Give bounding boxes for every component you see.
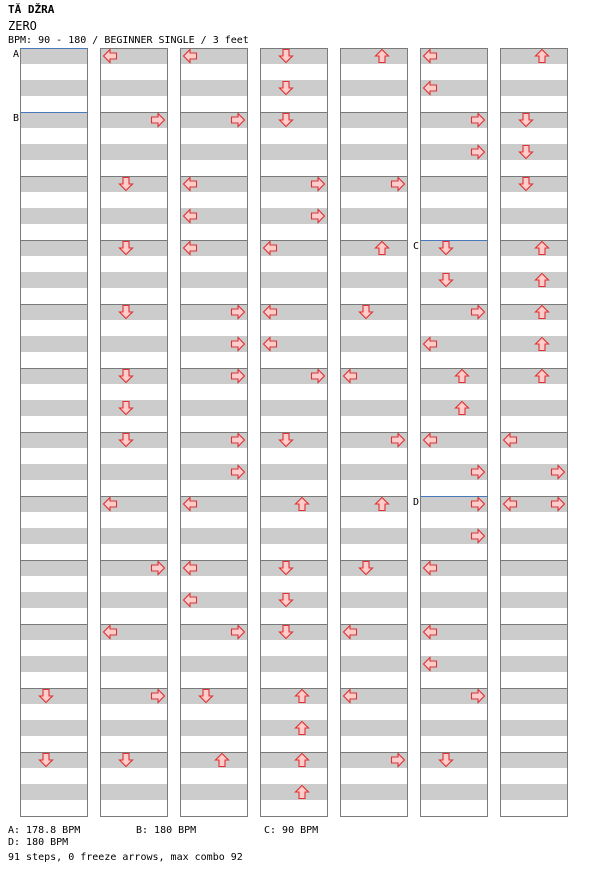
beat-stripe — [180, 80, 248, 96]
beat-stripe — [500, 336, 568, 352]
beat-stripe — [340, 592, 408, 608]
beat-stripe — [260, 624, 328, 640]
beat-stripe — [340, 656, 408, 672]
beat-stripe — [20, 432, 88, 448]
beat-stripe — [180, 720, 248, 736]
beat-stripe — [20, 368, 88, 384]
beat-stripe — [340, 144, 408, 160]
beat-stripe — [20, 176, 88, 192]
bpm-marker-label: A — [12, 49, 19, 60]
beat-stripe — [340, 464, 408, 480]
song-title: TĂ DŽRA — [8, 3, 55, 16]
beat-stripe — [420, 368, 488, 384]
beat-stripe — [340, 496, 408, 512]
beat-stripe — [260, 464, 328, 480]
bpm-marker-label: C — [412, 241, 419, 252]
beat-stripe — [20, 272, 88, 288]
beat-stripe — [500, 784, 568, 800]
beat-stripe — [20, 784, 88, 800]
beat-stripe — [260, 720, 328, 736]
beat-stripe — [500, 304, 568, 320]
beat-stripe — [340, 784, 408, 800]
beat-stripe — [100, 80, 168, 96]
beat-stripe — [100, 784, 168, 800]
beat-stripe — [500, 144, 568, 160]
beat-stripe — [500, 560, 568, 576]
beat-stripe — [340, 528, 408, 544]
beat-stripe — [180, 144, 248, 160]
beat-stripe — [20, 560, 88, 576]
beat-stripe — [500, 656, 568, 672]
beat-stripe — [260, 144, 328, 160]
beat-stripe — [20, 592, 88, 608]
beat-stripe — [20, 240, 88, 256]
beat-stripe — [20, 752, 88, 768]
bpm-legend-b: B: 180 BPM — [136, 825, 197, 836]
bpm-legend-c: C: 90 BPM — [264, 825, 319, 836]
beat-stripe — [100, 400, 168, 416]
beat-stripe — [20, 656, 88, 672]
beat-stripe — [100, 656, 168, 672]
bpm-marker-label: D — [412, 497, 419, 508]
beat-stripe — [340, 304, 408, 320]
beat-stripe — [100, 304, 168, 320]
beat-stripe — [20, 208, 88, 224]
beat-stripe — [260, 80, 328, 96]
beat-stripe — [420, 784, 488, 800]
beat-stripe — [500, 592, 568, 608]
beat-stripe — [260, 112, 328, 128]
beat-stripe — [100, 144, 168, 160]
beat-stripe — [100, 176, 168, 192]
beat-stripe — [260, 528, 328, 544]
beat-stripe — [500, 368, 568, 384]
beat-stripe — [260, 688, 328, 704]
beat-stripe — [260, 272, 328, 288]
beat-stripe — [420, 720, 488, 736]
bpm-marker-label: B — [12, 113, 19, 124]
beat-stripe — [100, 368, 168, 384]
beat-stripe — [180, 528, 248, 544]
beat-stripe — [180, 752, 248, 768]
beat-stripe — [20, 112, 88, 128]
beat-stripe — [260, 48, 328, 64]
beat-stripe — [100, 464, 168, 480]
artist-name: ZERO — [8, 19, 37, 33]
beat-stripe — [260, 496, 328, 512]
beat-stripe — [20, 624, 88, 640]
beat-stripe — [340, 48, 408, 64]
beat-stripe — [100, 336, 168, 352]
beat-stripe — [420, 400, 488, 416]
beat-stripe — [500, 112, 568, 128]
beat-stripe — [20, 48, 88, 64]
beat-stripe — [100, 752, 168, 768]
beat-stripe — [420, 208, 488, 224]
beat-stripe — [180, 784, 248, 800]
beat-stripe — [340, 112, 408, 128]
beat-stripe — [20, 336, 88, 352]
beat-stripe — [100, 272, 168, 288]
beat-stripe — [500, 176, 568, 192]
beat-stripe — [20, 528, 88, 544]
beat-stripe — [260, 656, 328, 672]
beat-stripe — [100, 528, 168, 544]
beat-stripe — [260, 560, 328, 576]
beat-stripe — [100, 240, 168, 256]
beat-stripe — [260, 400, 328, 416]
beat-stripe — [100, 720, 168, 736]
beat-stripe — [500, 752, 568, 768]
beat-stripe — [260, 784, 328, 800]
beat-stripe — [500, 400, 568, 416]
beat-stripe — [340, 272, 408, 288]
beat-stripe — [20, 144, 88, 160]
beat-stripe — [20, 304, 88, 320]
step-summary: 91 steps, 0 freeze arrows, max combo 92 — [8, 852, 243, 863]
beat-stripe — [100, 592, 168, 608]
beat-stripe — [20, 80, 88, 96]
beat-stripe — [500, 48, 568, 64]
beat-stripe — [420, 240, 488, 256]
beat-stripe — [20, 496, 88, 512]
beat-stripe — [420, 592, 488, 608]
beat-stripe — [500, 80, 568, 96]
beat-stripe — [420, 752, 488, 768]
beat-stripe — [180, 688, 248, 704]
beat-stripe — [260, 432, 328, 448]
beat-stripe — [500, 720, 568, 736]
beat-stripe — [340, 400, 408, 416]
beat-stripe — [500, 240, 568, 256]
beat-stripe — [180, 656, 248, 672]
beat-stripe — [500, 272, 568, 288]
beat-stripe — [20, 688, 88, 704]
beat-stripe — [180, 272, 248, 288]
beat-stripe — [420, 176, 488, 192]
beat-stripe — [20, 400, 88, 416]
beat-stripe — [180, 400, 248, 416]
beat-stripe — [500, 624, 568, 640]
beat-stripe — [100, 208, 168, 224]
beat-stripe — [20, 720, 88, 736]
beat-stripe — [100, 432, 168, 448]
beat-stripe — [340, 720, 408, 736]
beat-stripe — [340, 80, 408, 96]
beat-stripe — [340, 208, 408, 224]
bpm-legend-a: A: 178.8 BPM — [8, 825, 81, 836]
beat-stripe — [260, 592, 328, 608]
beat-stripe — [260, 752, 328, 768]
beat-stripe — [340, 240, 408, 256]
beat-stripe — [340, 560, 408, 576]
beat-stripe — [500, 208, 568, 224]
chart-meta: BPM: 90 - 180 / BEGINNER SINGLE / 3 feet — [8, 35, 249, 46]
beat-stripe — [420, 272, 488, 288]
beat-stripe — [20, 464, 88, 480]
beat-stripe — [500, 528, 568, 544]
beat-stripe — [500, 688, 568, 704]
bpm-legend-d: D: 180 BPM — [8, 837, 69, 848]
beat-stripe — [340, 336, 408, 352]
